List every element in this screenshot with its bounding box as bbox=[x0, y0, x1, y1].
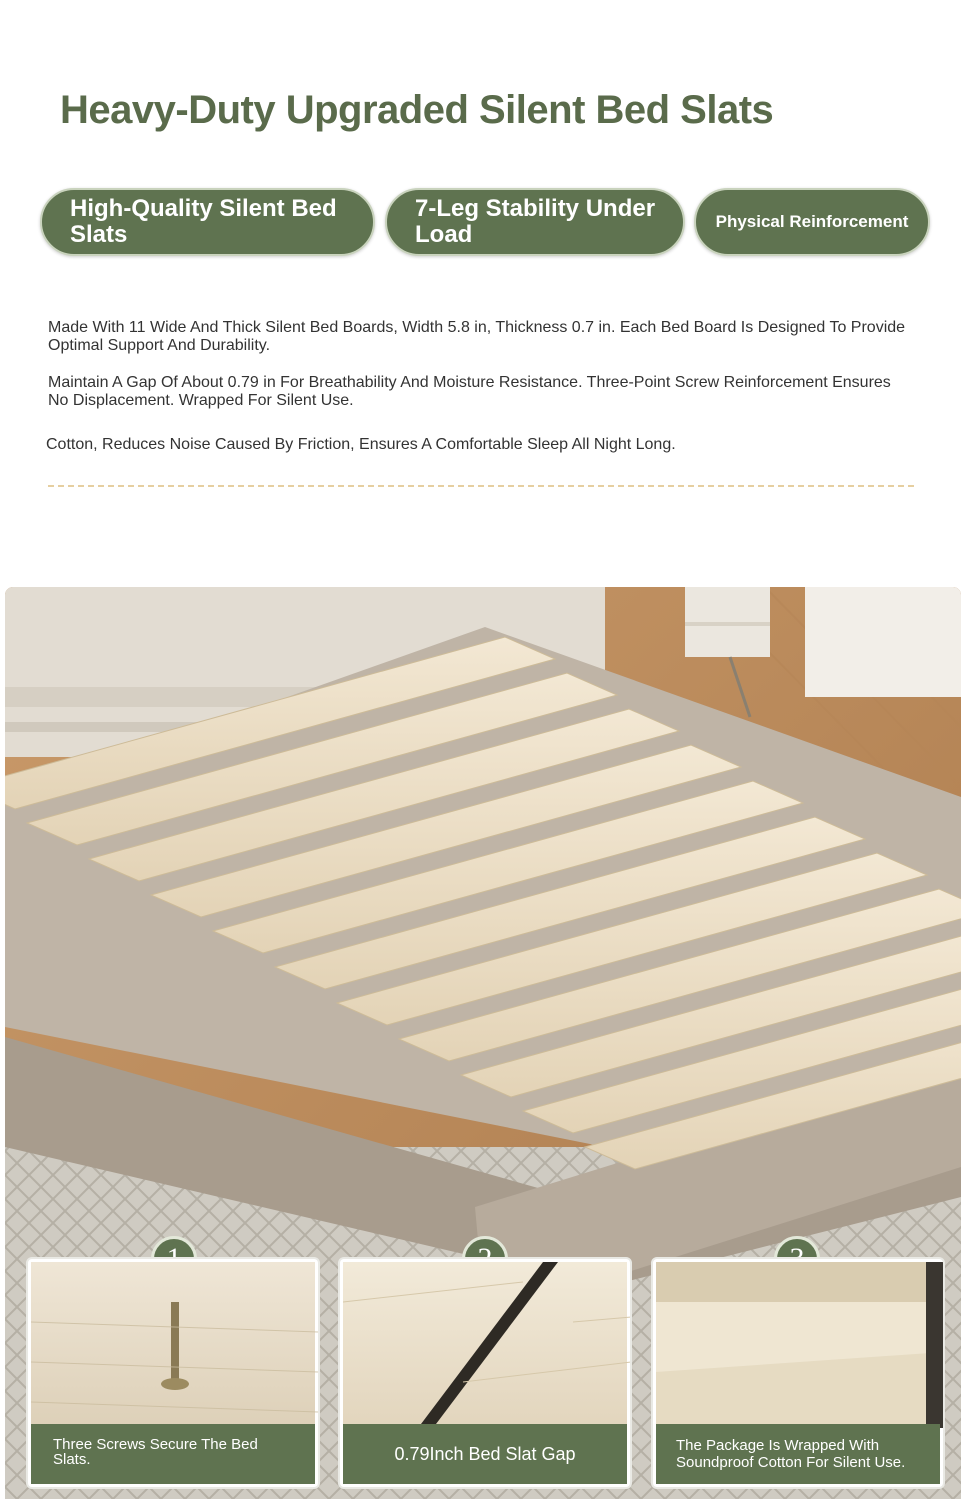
screw-icon bbox=[31, 1262, 319, 1428]
detail-card-cotton bbox=[651, 1257, 945, 1489]
detail-photo-screw bbox=[31, 1262, 315, 1428]
feature-label: 7-Leg Stability Under Load bbox=[415, 195, 656, 248]
description-paragraph-3: Cotton, Reduces Noise Caused By Friction, Ensures A Comfortable Sleep All Night Long. bbox=[46, 436, 676, 453]
detail-caption bbox=[343, 1424, 627, 1484]
detail-caption bbox=[31, 1424, 315, 1484]
feature-label: High-Quality Silent Bed Slats bbox=[70, 195, 337, 248]
detail-photo-cotton bbox=[656, 1262, 940, 1428]
detail-caption-text: The Package Is Wrapped With Soundproof Cotton For Silent Use. bbox=[676, 1437, 906, 1471]
cotton-layers-icon bbox=[656, 1262, 944, 1428]
detail-caption bbox=[656, 1424, 940, 1484]
description-paragraph-1: Made With 11 Wide And Thick Silent Bed Boards, Width 5.8 in, Thickness 0.7 in. Each Bed Board Is Designed To Provide Optimal Support And Durability. bbox=[48, 319, 906, 354]
detail-caption-text: Three Screws Secure The Bed Slats. bbox=[53, 1436, 258, 1468]
detail-photo-gap bbox=[343, 1262, 627, 1428]
dashed-divider bbox=[48, 485, 914, 487]
detail-card-gap bbox=[338, 1257, 632, 1489]
description-paragraph-2: Maintain A Gap Of About 0.79 in For Breathability And Moisture Resistance. Three-Point Screw Reinforcement Ensures No Displacement. Wrapped For Silent Use. bbox=[48, 374, 891, 409]
slat-gap-icon bbox=[343, 1262, 631, 1428]
feature-label: Physical Reinforcement bbox=[715, 212, 909, 231]
page-title: Heavy-Duty Upgraded Silent Bed Slats bbox=[60, 88, 774, 132]
detail-card-screws bbox=[26, 1257, 320, 1489]
feature-pill-silent-slats bbox=[40, 188, 375, 256]
feature-pill-seven-leg bbox=[385, 188, 685, 256]
feature-pill-reinforcement bbox=[694, 188, 930, 256]
detail-caption-text: 0.79Inch Bed Slat Gap bbox=[394, 1443, 576, 1464]
